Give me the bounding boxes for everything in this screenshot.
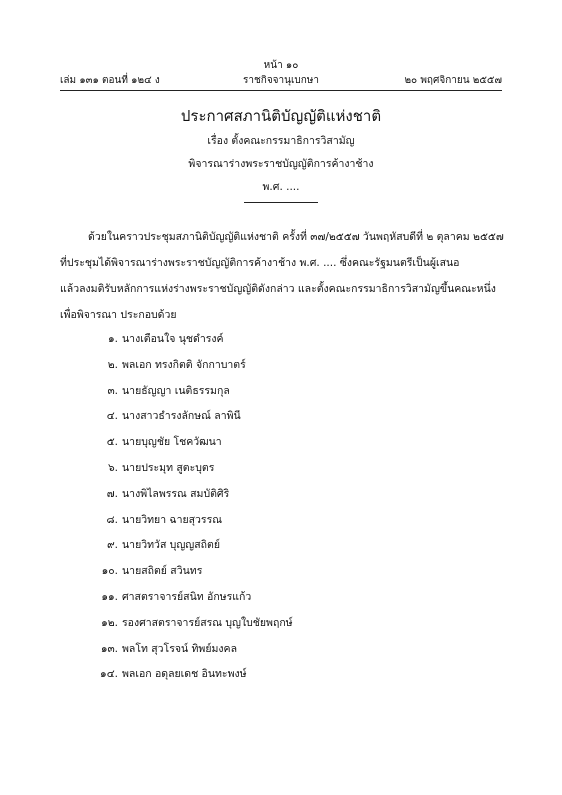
list-item [88,330,293,356]
header-divider [60,90,502,91]
member-list [88,330,293,691]
member-name: นางพิไลพรรณ สมบัติศิริ [122,487,230,500]
member-number: ๘. [106,513,118,526]
body-line: แล้วลงมติรับหลักการแห่งร่างพระราชบัญญัติดังกล่าว และตั้งคณะกรรมาธิการวิสามัญขึ้นคณะหนึ่ง [60,283,496,295]
member-name: นายธัญญา เนติธรรมกุล [122,384,230,397]
member-name: นางเตือนใจ นุชดำรงค์ [122,333,224,345]
member-number: ๑. [107,333,118,345]
gazette-name: ราชกิจจานุเบกษา [242,75,320,86]
member-name: พลเอก ทรงกิตติ จักกาบาตร์ [122,358,246,371]
member-number: ๑๑. [101,590,118,603]
subject-line: เรื่อง ตั้งคณะกรรมาธิการวิสามัญ [207,135,355,147]
member-name: พลโท สุวโรจน์ ทิพย์มงคล [122,642,238,655]
member-number: ๑๒. [101,616,118,629]
list-item [88,665,293,691]
subject-line: พิจารณาร่างพระราชบัญญัติการค้างาช้าง [188,158,374,170]
member-number: ๑๐. [101,565,118,578]
body-line: ด้วยในคราวประชุมสภานิติบัญญัติแห่งชาติ ครั้งที่ ๓๗/๒๕๕๗ วันพฤหัสบดีที่ ๒ ตุลาคม ๒๕๕๗ [88,231,504,243]
member-number: ๑๓. [100,642,118,655]
list-item [88,562,293,588]
list-item [88,588,293,614]
body-line: ที่ประชุมได้พิจารณาร่างพระราชบัญญัติการค้างาช้าง พ.ศ. .... ซึ่งคณะรัฐมนตรีเป็นผู้เสนอ [60,257,460,269]
volume-issue: เล่ม ๑๓๑ ตอนที่ ๑๒๔ ง [60,75,160,86]
member-name: นายสถิตย์ สวินทร [122,565,203,578]
list-item [88,511,293,537]
list-item [88,536,293,562]
list-item [88,382,293,408]
member-number: ๖. [107,461,118,474]
member-name: นายประมุท สูตะบุตร [122,461,215,474]
page-number: หน้า ๑๐ [263,60,299,71]
body-line: เพื่อพิจารณา ประกอบด้วย [60,309,177,321]
title-divider [244,202,318,203]
list-item [88,614,293,640]
list-item [88,485,293,511]
publication-date: ๒๐ พฤศจิกายน ๒๕๕๗ [404,75,502,86]
member-number: ๑๔. [100,668,118,681]
member-name: นายวิทยา ฉายสุวรรณ [122,513,222,526]
member-name: ศาสตราจารย์สนิท อักษรแก้ว [122,590,252,603]
member-number: ๙. [106,539,118,552]
list-item [88,356,293,382]
member-name: นายบุญชัย โชควัฒนา [122,436,222,449]
member-number: ๒. [107,358,118,371]
member-name: พลเอก อดุลยเดช อินทะพงษ์ [122,668,247,681]
member-number: ๓. [107,384,118,397]
subject-line: พ.ศ. .... [262,181,300,193]
member-number: ๗. [106,487,118,500]
gazette-header [60,73,502,87]
list-item [88,407,293,433]
member-name: รองศาสตราจารย์สรณ บุญใบชัยพฤกษ์ [122,616,293,629]
list-item [88,640,293,666]
member-number: ๔. [106,410,118,423]
list-item [88,433,293,459]
member-name: นายวิทวัส บุญญสถิตย์ [122,539,220,552]
member-number: ๕. [106,436,118,449]
member-name: นางสาวธำรงลักษณ์ ลาพินี [122,410,241,423]
list-item [88,459,293,485]
announcement-title: ประกาศสภานิติบัญญัติแห่งชาติ [180,107,382,125]
